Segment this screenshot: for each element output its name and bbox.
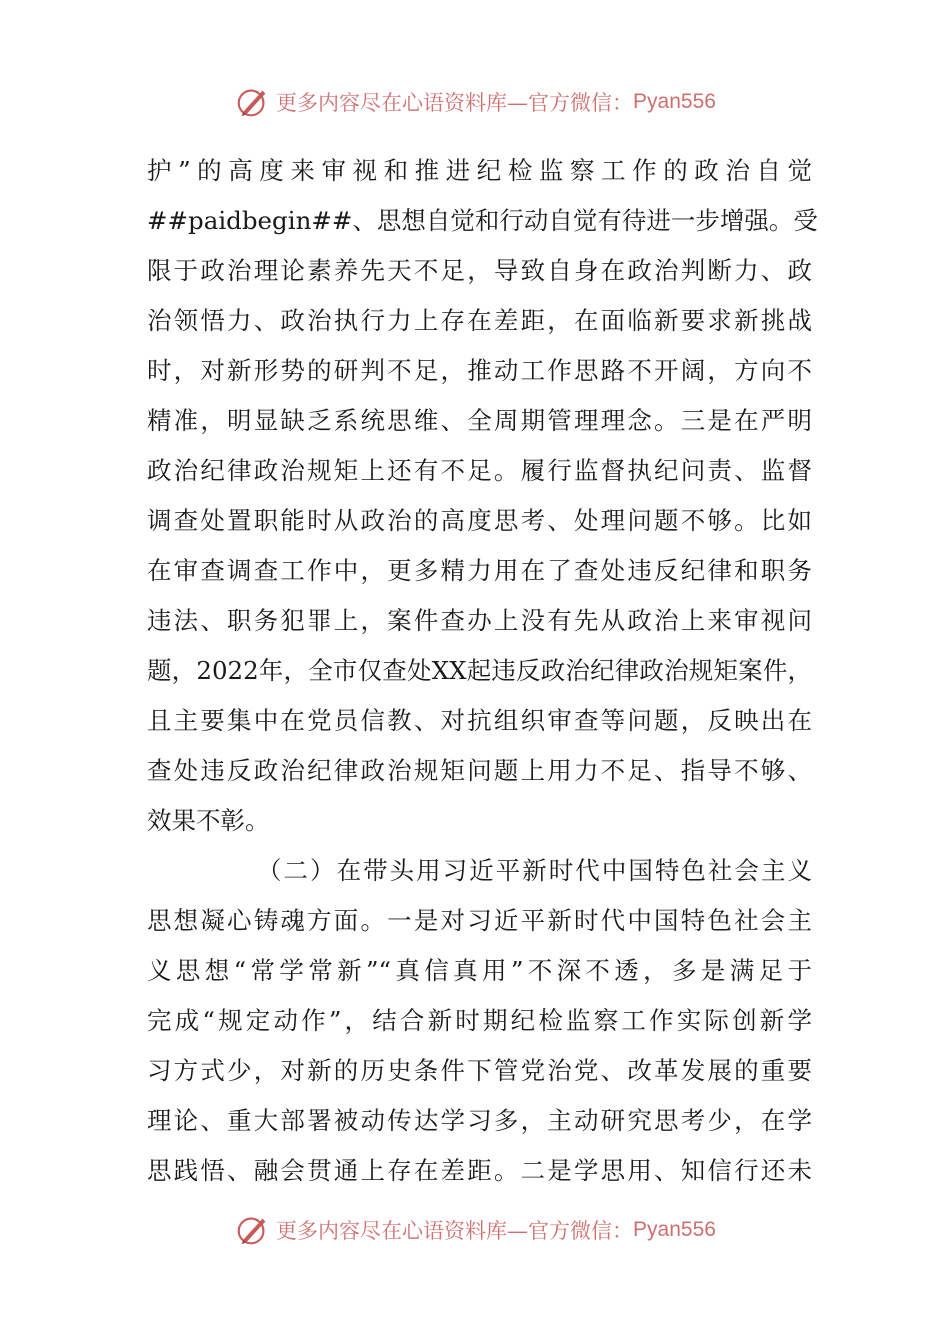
footer-banner	[0, 1210, 950, 1250]
text-line: 政治纪律政治规矩上还有不足。履行监督执纪问责、监督	[147, 456, 812, 485]
text-line: 查处违反政治纪律政治规矩问题上用力不足、指导不够、	[147, 756, 812, 785]
text-line: 思践悟、融会贯通上存在差距。二是学思用、知信行还未	[147, 1156, 812, 1185]
wechat-id: Pyan556	[633, 90, 716, 113]
text-line: ##paidbegin##、思想自觉和行动自觉有待进一步增强。受	[147, 206, 818, 235]
text-line: 护”的高度来审视和推进纪检监察工作的政治自觉	[147, 156, 812, 185]
text-line: 义思想“常学常新”“真信真用”不深不透，多是满足于	[147, 956, 812, 985]
text-line: 治领悟力、政治执行力上存在差距，在面临新要求新挑战	[147, 306, 812, 335]
text-line: 在审查调查工作中，更多精力用在了查处违反纪律和职务	[147, 556, 812, 585]
text-line: 调查处置职能时从政治的高度思考、处理问题不够。比如	[147, 506, 812, 535]
text-line: 完成“规定动作”，结合新时期纪检监察工作实际创新学	[147, 1006, 812, 1035]
text-line: 限于政治理论素养先天不足，导致自身在政治判断力、政	[147, 256, 812, 285]
text-line: 效果不彰。	[147, 806, 270, 835]
header-banner	[0, 82, 950, 122]
wechat-id: Pyan556	[633, 1218, 716, 1241]
text-line: 且主要集中在党员信教、对抗组织审查等问题，反映出在	[147, 706, 812, 735]
text-line: 时，对新形势的研判不足，推动工作思路不开阔，方向不	[147, 356, 812, 385]
quill-pen-icon	[234, 1211, 272, 1249]
text-line: 违法、职务犯罪上，案件查办上没有先从政治上来审视问	[147, 606, 812, 635]
banner-text: 更多内容尽在心语资料库—官方微信：	[276, 1219, 634, 1243]
text-line: 题，2022年，全市仅查处XX起违反政治纪律政治规矩案件，	[147, 656, 812, 685]
document-body	[147, 146, 818, 1196]
banner-text: 更多内容尽在心语资料库—官方微信：	[276, 91, 634, 115]
text-line: 习方式少，对新的历史条件下管党治党、改革发展的重要	[147, 1056, 812, 1085]
text-line: 理论、重大部署被动传达学习多，主动研究思考少，在学	[147, 1106, 812, 1135]
section-heading-line: （二）在带头用习近平新时代中国特色社会主义	[257, 856, 812, 885]
quill-pen-icon	[234, 83, 272, 121]
text-line: 精准，明显缺乏系统思维、全周期管理理念。三是在严明	[147, 406, 812, 435]
text-line: 思想凝心铸魂方面。一是对习近平新时代中国特色社会主	[147, 906, 812, 935]
